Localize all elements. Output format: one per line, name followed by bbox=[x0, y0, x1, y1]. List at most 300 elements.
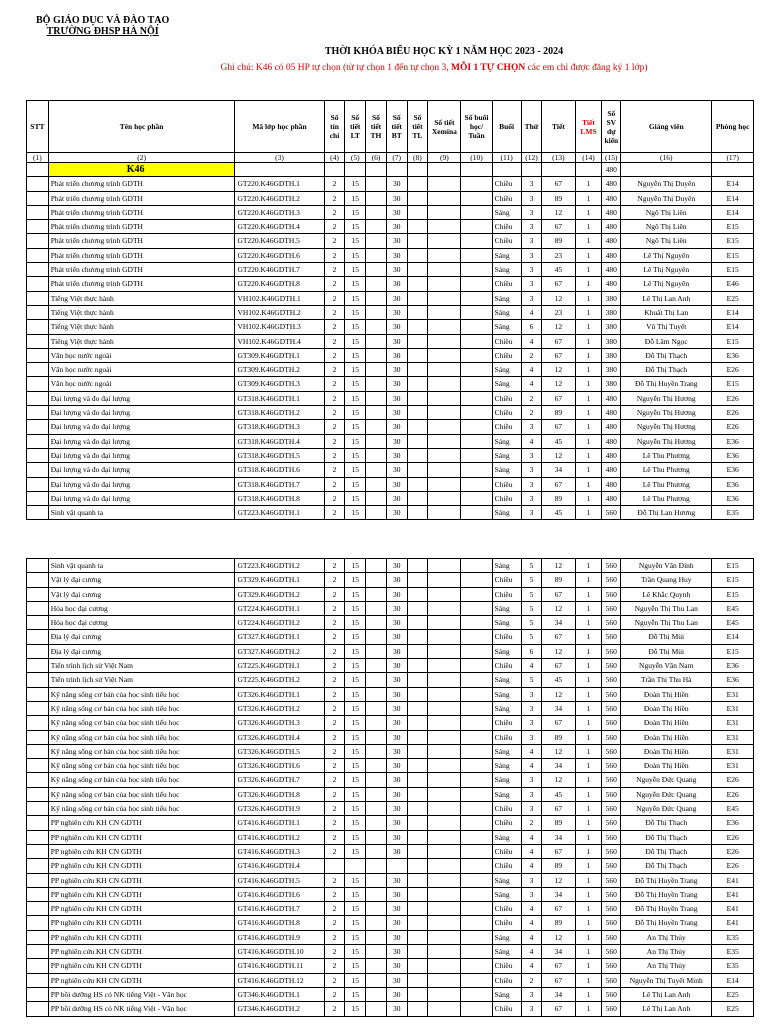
class-code-cell: GT326.K46GDTH.7 bbox=[235, 773, 324, 787]
lecturer-cell: Lê Thu Phương bbox=[621, 448, 712, 462]
bt-hours-cell: 30 bbox=[386, 263, 407, 277]
lecturer-cell: Trần Quang Huy bbox=[621, 573, 712, 587]
th-hours-cell bbox=[366, 320, 387, 334]
tl-hours-cell bbox=[407, 377, 428, 391]
lms-cell: 1 bbox=[575, 616, 602, 630]
sessions-cell bbox=[461, 802, 492, 816]
period-cell: 12 bbox=[542, 930, 575, 944]
course-name-cell: Địa lý đại cương bbox=[48, 644, 235, 658]
bt-hours-cell: 30 bbox=[386, 802, 407, 816]
tl-hours-cell bbox=[407, 916, 428, 930]
bt-hours-cell: 30 bbox=[386, 334, 407, 348]
session-cell: Chiều bbox=[492, 844, 521, 858]
credits-cell: 2 bbox=[324, 491, 345, 505]
bt-hours-cell: 30 bbox=[386, 887, 407, 901]
class-code-cell: GT309.K46GDTH.3 bbox=[235, 377, 324, 391]
student-count-cell: 560 bbox=[602, 630, 621, 644]
column-header: Số SV dự kiến bbox=[602, 101, 621, 153]
seminar-hours-cell bbox=[428, 601, 461, 615]
stt-cell bbox=[27, 363, 49, 377]
class-code-cell: GT223.K46GDTH.1 bbox=[235, 506, 324, 520]
room-cell: E25 bbox=[712, 291, 754, 305]
class-code-cell: GT225.K46GDTH.2 bbox=[235, 673, 324, 687]
credits-cell: 2 bbox=[324, 816, 345, 830]
class-code-cell: GT220.K46GDTH.5 bbox=[235, 234, 324, 248]
lecturer-cell: Đỗ Thị Huyền Trang bbox=[621, 377, 712, 391]
class-code-cell: GT220.K46GDTH.7 bbox=[235, 263, 324, 277]
sessions-cell bbox=[461, 506, 492, 520]
class-code-cell: GT318.K46GDTH.6 bbox=[235, 463, 324, 477]
seminar-hours-cell bbox=[428, 830, 461, 844]
sessions-cell bbox=[461, 587, 492, 601]
th-hours-cell bbox=[366, 491, 387, 505]
lecturer-cell: Đỗ Thị Thạch bbox=[621, 816, 712, 830]
room-cell: E15 bbox=[712, 587, 754, 601]
period-cell: 67 bbox=[542, 277, 575, 291]
stt-cell bbox=[27, 730, 49, 744]
th-hours-cell bbox=[366, 859, 387, 873]
bt-hours-cell: 30 bbox=[386, 448, 407, 462]
room-cell: E14 bbox=[712, 630, 754, 644]
seminar-hours-cell bbox=[428, 802, 461, 816]
lecturer-cell: Nguyễn Văn Đính bbox=[621, 559, 712, 573]
period-cell: 67 bbox=[542, 1002, 575, 1016]
lms-cell: 1 bbox=[575, 334, 602, 348]
period-cell: 67 bbox=[542, 587, 575, 601]
room-cell: E26 bbox=[712, 844, 754, 858]
period-cell: 67 bbox=[542, 659, 575, 673]
stt-cell bbox=[27, 348, 49, 362]
bt-hours-cell: 30 bbox=[386, 248, 407, 262]
period-cell: 89 bbox=[542, 859, 575, 873]
credits-cell: 2 bbox=[324, 973, 345, 987]
course-name-cell: Sinh vật quanh ta bbox=[48, 506, 235, 520]
column-header: Tiết LMS bbox=[575, 101, 602, 153]
sessions-cell bbox=[461, 348, 492, 362]
session-cell: Chiều bbox=[492, 191, 521, 205]
credits-cell: 2 bbox=[324, 406, 345, 420]
lecturer-cell: Nguyễn Đức Quang bbox=[621, 787, 712, 801]
student-count-cell: 560 bbox=[602, 616, 621, 630]
table-row bbox=[27, 802, 754, 816]
column-header: STT bbox=[27, 101, 49, 153]
seminar-hours-cell bbox=[428, 334, 461, 348]
lt-hours-cell: 15 bbox=[345, 916, 366, 930]
class-code-cell: GT416.K46GDTH.4 bbox=[235, 859, 324, 873]
room-cell: E41 bbox=[712, 916, 754, 930]
table-row bbox=[27, 959, 754, 973]
stt-cell bbox=[27, 463, 49, 477]
sessions-cell bbox=[461, 816, 492, 830]
lt-hours-cell: 15 bbox=[345, 391, 366, 405]
weekday-cell: 3 bbox=[521, 263, 542, 277]
seminar-hours-cell bbox=[428, 491, 461, 505]
lms-cell: 1 bbox=[575, 587, 602, 601]
room-cell: E36 bbox=[712, 463, 754, 477]
period-cell: 67 bbox=[542, 220, 575, 234]
credits-cell: 2 bbox=[324, 391, 345, 405]
sessions-cell bbox=[461, 673, 492, 687]
lt-hours-cell: 15 bbox=[345, 463, 366, 477]
sessions-cell bbox=[461, 902, 492, 916]
room-cell: E26 bbox=[712, 787, 754, 801]
room-cell: E15 bbox=[712, 559, 754, 573]
table-row bbox=[27, 945, 754, 959]
th-hours-cell bbox=[366, 673, 387, 687]
weekday-cell: 3 bbox=[521, 887, 542, 901]
tl-hours-cell bbox=[407, 363, 428, 377]
th-hours-cell bbox=[366, 759, 387, 773]
seminar-hours-cell bbox=[428, 730, 461, 744]
sessions-cell bbox=[461, 491, 492, 505]
table-row bbox=[27, 630, 754, 644]
course-name-cell: Vật lý đại cương bbox=[48, 587, 235, 601]
session-cell: Chiều bbox=[492, 816, 521, 830]
sessions-cell bbox=[461, 945, 492, 959]
weekday-cell: 6 bbox=[521, 644, 542, 658]
course-name-cell: PP nghiên cứu KH CN GDTH bbox=[48, 945, 235, 959]
class-code-cell: GT416.K46GDTH.10 bbox=[235, 945, 324, 959]
class-code-cell: GT326.K46GDTH.2 bbox=[235, 701, 324, 715]
sessions-cell bbox=[461, 973, 492, 987]
th-hours-cell bbox=[366, 477, 387, 491]
sessions-cell bbox=[461, 377, 492, 391]
credits-cell: 2 bbox=[324, 987, 345, 1001]
table-row bbox=[27, 448, 754, 462]
lecturer-cell: An Thị Thủy bbox=[621, 945, 712, 959]
course-name-cell: Phát triển chương trình GDTH bbox=[48, 234, 235, 248]
course-name-cell: PP nghiên cứu KH CN GDTH bbox=[48, 844, 235, 858]
lecturer-cell: Ngô Thị Liên bbox=[621, 234, 712, 248]
weekday-cell: 3 bbox=[521, 448, 542, 462]
period-cell: 45 bbox=[542, 434, 575, 448]
session-cell: Sáng bbox=[492, 930, 521, 944]
lt-hours-cell: 15 bbox=[345, 773, 366, 787]
bt-hours-cell: 30 bbox=[386, 1002, 407, 1016]
class-code-cell: GT327.K46GDTH.1 bbox=[235, 630, 324, 644]
student-count-cell: 560 bbox=[602, 601, 621, 615]
bt-hours-cell: 30 bbox=[386, 463, 407, 477]
bt-hours-cell: 30 bbox=[386, 816, 407, 830]
room-cell: E26 bbox=[712, 859, 754, 873]
session-cell: Chiều bbox=[492, 477, 521, 491]
seminar-hours-cell bbox=[428, 673, 461, 687]
university-name: TRƯỜNG ĐHSP HÀ NỘI bbox=[46, 26, 159, 37]
student-count-cell: 560 bbox=[602, 802, 621, 816]
room-cell: E35 bbox=[712, 506, 754, 520]
sessions-cell bbox=[461, 191, 492, 205]
lt-hours-cell: 15 bbox=[345, 248, 366, 262]
lecturer-cell: Đỗ Thị Thạch bbox=[621, 830, 712, 844]
student-count-cell: 380 bbox=[602, 320, 621, 334]
class-code-cell: GT318.K46GDTH.1 bbox=[235, 391, 324, 405]
student-count-cell: 480 bbox=[602, 420, 621, 434]
lecturer-cell: Nguyễn Thị Duyên bbox=[621, 191, 712, 205]
bt-hours-cell: 30 bbox=[386, 434, 407, 448]
bt-hours-cell: 30 bbox=[386, 644, 407, 658]
sessions-cell bbox=[461, 687, 492, 701]
student-count-cell: 560 bbox=[602, 959, 621, 973]
room-cell: E15 bbox=[712, 234, 754, 248]
course-name-cell: Tiếng Việt thực hành bbox=[48, 305, 235, 319]
room-cell: E46 bbox=[712, 277, 754, 291]
class-code-cell: GT326.K46GDTH.1 bbox=[235, 687, 324, 701]
student-count-cell: 560 bbox=[602, 873, 621, 887]
credits-cell: 2 bbox=[324, 916, 345, 930]
credits-cell: 2 bbox=[324, 716, 345, 730]
class-code-cell: GT416.K46GDTH.5 bbox=[235, 873, 324, 887]
lecturer-cell: Đỗ Thị Thạch bbox=[621, 859, 712, 873]
lecturer-cell: Lê Thị Nguyên bbox=[621, 277, 712, 291]
period-cell: 89 bbox=[542, 730, 575, 744]
student-count-cell: 560 bbox=[602, 730, 621, 744]
weekday-cell: 3 bbox=[521, 177, 542, 191]
class-code-cell: GT318.K46GDTH.5 bbox=[235, 448, 324, 462]
credits-cell: 2 bbox=[324, 673, 345, 687]
sessions-cell bbox=[461, 291, 492, 305]
session-cell: Sáng bbox=[492, 873, 521, 887]
student-count-cell: 560 bbox=[602, 859, 621, 873]
room-cell: E14 bbox=[712, 191, 754, 205]
stt-cell bbox=[27, 1002, 49, 1016]
lecturer-cell: Nguyễn Thị Thu Lan bbox=[621, 601, 712, 615]
sessions-cell bbox=[461, 177, 492, 191]
weekday-cell: 4 bbox=[521, 377, 542, 391]
lms-cell: 1 bbox=[575, 491, 602, 505]
lecturer-cell: Đoàn Thị Hiền bbox=[621, 730, 712, 744]
lt-hours-cell: 15 bbox=[345, 477, 366, 491]
stt-cell bbox=[27, 220, 49, 234]
tl-hours-cell bbox=[407, 320, 428, 334]
th-hours-cell bbox=[366, 391, 387, 405]
th-hours-cell bbox=[366, 701, 387, 715]
stt-cell bbox=[27, 391, 49, 405]
seminar-hours-cell bbox=[428, 363, 461, 377]
column-header: Tiết bbox=[542, 101, 575, 153]
table-row bbox=[27, 687, 754, 701]
student-count-cell: 480 bbox=[602, 463, 621, 477]
lms-cell: 1 bbox=[575, 205, 602, 219]
tl-hours-cell bbox=[407, 448, 428, 462]
course-name-cell: PP bồi dưỡng HS có NK tiếng Việt - Văn học bbox=[48, 987, 235, 1001]
class-code-cell: GT326.K46GDTH.6 bbox=[235, 759, 324, 773]
student-count-cell: 560 bbox=[602, 887, 621, 901]
sessions-cell bbox=[461, 391, 492, 405]
bt-hours-cell: 30 bbox=[386, 573, 407, 587]
bt-hours-cell: 30 bbox=[386, 506, 407, 520]
period-cell: 12 bbox=[542, 687, 575, 701]
column-header: Giảng viên bbox=[621, 101, 712, 153]
period-cell: 12 bbox=[542, 291, 575, 305]
lt-hours-cell: 15 bbox=[345, 887, 366, 901]
lms-cell: 1 bbox=[575, 701, 602, 715]
session-cell: Chiều bbox=[492, 177, 521, 191]
column-header: Số tiết Xemina bbox=[428, 101, 461, 153]
lecturer-cell: Đoàn Thị Hiền bbox=[621, 687, 712, 701]
stt-cell bbox=[27, 701, 49, 715]
tl-hours-cell bbox=[407, 987, 428, 1001]
table-row bbox=[27, 220, 754, 234]
course-name-cell: Kỹ năng sống cơ bản của học sinh tiểu học bbox=[48, 744, 235, 758]
student-count-cell: 560 bbox=[602, 506, 621, 520]
room-cell: E36 bbox=[712, 434, 754, 448]
organization-header bbox=[36, 15, 169, 37]
lt-hours-cell: 15 bbox=[345, 291, 366, 305]
lms-cell: 1 bbox=[575, 1002, 602, 1016]
table-row bbox=[27, 573, 754, 587]
course-name-cell: Kỹ năng sống cơ bản của học sinh tiểu học bbox=[48, 716, 235, 730]
th-hours-cell bbox=[366, 234, 387, 248]
session-cell: Chiều bbox=[492, 348, 521, 362]
period-cell: 45 bbox=[542, 263, 575, 277]
sessions-cell bbox=[461, 234, 492, 248]
stt-cell bbox=[27, 816, 49, 830]
lecturer-cell: Ngô Thị Liên bbox=[621, 220, 712, 234]
seminar-hours-cell bbox=[428, 787, 461, 801]
weekday-cell: 2 bbox=[521, 973, 542, 987]
lecturer-cell: An Thị Thủy bbox=[621, 930, 712, 944]
stt-cell bbox=[27, 334, 49, 348]
seminar-hours-cell bbox=[428, 816, 461, 830]
session-cell: Chiều bbox=[492, 802, 521, 816]
th-hours-cell bbox=[366, 802, 387, 816]
lecturer-cell: Đỗ Thị Huyền Trang bbox=[621, 887, 712, 901]
student-count-cell: 480 bbox=[602, 263, 621, 277]
lt-hours-cell: 15 bbox=[345, 277, 366, 291]
credits-cell: 2 bbox=[324, 434, 345, 448]
table-row bbox=[27, 873, 754, 887]
credits-cell: 2 bbox=[324, 463, 345, 477]
th-hours-cell bbox=[366, 930, 387, 944]
student-count-cell: 560 bbox=[602, 744, 621, 758]
column-index: (10) bbox=[461, 153, 492, 163]
tl-hours-cell bbox=[407, 644, 428, 658]
lms-cell: 1 bbox=[575, 377, 602, 391]
lt-hours-cell: 15 bbox=[345, 816, 366, 830]
session-cell: Chiều bbox=[492, 916, 521, 930]
lms-cell: 1 bbox=[575, 744, 602, 758]
tl-hours-cell bbox=[407, 802, 428, 816]
student-count-cell: 380 bbox=[602, 291, 621, 305]
bt-hours-cell bbox=[386, 859, 407, 873]
course-name-cell: Tiếng Việt thực hành bbox=[48, 320, 235, 334]
bt-hours-cell: 30 bbox=[386, 420, 407, 434]
session-cell: Sáng bbox=[492, 305, 521, 319]
lt-hours-cell: 15 bbox=[345, 573, 366, 587]
session-cell: Chiều bbox=[492, 334, 521, 348]
sessions-cell bbox=[461, 759, 492, 773]
course-name-cell: Kỹ năng sống cơ bản của học sinh tiểu học bbox=[48, 687, 235, 701]
weekday-cell: 3 bbox=[521, 987, 542, 1001]
period-cell: 67 bbox=[542, 477, 575, 491]
sessions-cell bbox=[461, 248, 492, 262]
class-code-cell: GT318.K46GDTH.8 bbox=[235, 491, 324, 505]
room-cell: E36 bbox=[712, 659, 754, 673]
tl-hours-cell bbox=[407, 191, 428, 205]
lms-cell: 1 bbox=[575, 559, 602, 573]
column-index: (2) bbox=[48, 153, 235, 163]
seminar-hours-cell bbox=[428, 263, 461, 277]
period-cell: 23 bbox=[542, 248, 575, 262]
tl-hours-cell bbox=[407, 744, 428, 758]
table-row bbox=[27, 177, 754, 191]
sessions-cell bbox=[461, 601, 492, 615]
class-code-cell: GT224.K46GDTH.2 bbox=[235, 616, 324, 630]
credits-cell: 2 bbox=[324, 659, 345, 673]
th-hours-cell bbox=[366, 191, 387, 205]
room-cell: E41 bbox=[712, 887, 754, 901]
table-row bbox=[27, 902, 754, 916]
stt-cell bbox=[27, 601, 49, 615]
class-code-cell: GT309.K46GDTH.1 bbox=[235, 348, 324, 362]
weekday-cell: 3 bbox=[521, 716, 542, 730]
credits-cell: 2 bbox=[324, 420, 345, 434]
seminar-hours-cell bbox=[428, 930, 461, 944]
column-header: Số tiết LT bbox=[345, 101, 366, 153]
lecturer-cell: Lê Thị Lan Anh bbox=[621, 291, 712, 305]
bt-hours-cell: 30 bbox=[386, 277, 407, 291]
period-cell: 89 bbox=[542, 491, 575, 505]
lms-cell: 1 bbox=[575, 916, 602, 930]
student-count-cell: 480 bbox=[602, 448, 621, 462]
lms-cell: 1 bbox=[575, 873, 602, 887]
credits-cell: 2 bbox=[324, 930, 345, 944]
sessions-cell bbox=[461, 744, 492, 758]
class-code-cell: GT220.K46GDTH.1 bbox=[235, 177, 324, 191]
lecturer-cell: Nguyễn Đức Quang bbox=[621, 802, 712, 816]
credits-cell: 2 bbox=[324, 205, 345, 219]
period-cell: 89 bbox=[542, 816, 575, 830]
weekday-cell: 3 bbox=[521, 873, 542, 887]
lt-hours-cell: 15 bbox=[345, 930, 366, 944]
tl-hours-cell bbox=[407, 248, 428, 262]
class-code-cell: GT329.K46GDTH.2 bbox=[235, 587, 324, 601]
seminar-hours-cell bbox=[428, 902, 461, 916]
table-row bbox=[27, 987, 754, 1001]
lt-hours-cell: 15 bbox=[345, 363, 366, 377]
session-cell: Sáng bbox=[492, 830, 521, 844]
tl-hours-cell bbox=[407, 844, 428, 858]
tl-hours-cell bbox=[407, 945, 428, 959]
lms-cell: 1 bbox=[575, 573, 602, 587]
class-code-cell: GT318.K46GDTH.2 bbox=[235, 406, 324, 420]
table-row bbox=[27, 973, 754, 987]
stt-cell bbox=[27, 377, 49, 391]
period-cell: 34 bbox=[542, 987, 575, 1001]
stt-cell bbox=[27, 587, 49, 601]
session-cell: Sáng bbox=[492, 644, 521, 658]
lms-cell: 1 bbox=[575, 816, 602, 830]
period-cell: 34 bbox=[542, 887, 575, 901]
seminar-hours-cell bbox=[428, 305, 461, 319]
session-cell: Sáng bbox=[492, 701, 521, 715]
class-code-cell: GT220.K46GDTH.3 bbox=[235, 205, 324, 219]
bt-hours-cell: 30 bbox=[386, 616, 407, 630]
sessions-cell bbox=[461, 844, 492, 858]
bt-hours-cell: 30 bbox=[386, 773, 407, 787]
stt-cell bbox=[27, 773, 49, 787]
student-count-cell: 560 bbox=[602, 973, 621, 987]
table-row bbox=[27, 559, 754, 573]
student-count-cell: 380 bbox=[602, 348, 621, 362]
sessions-cell bbox=[461, 220, 492, 234]
seminar-hours-cell bbox=[428, 744, 461, 758]
bt-hours-cell: 30 bbox=[386, 391, 407, 405]
lecturer-cell: Lê Thị Nguyên bbox=[621, 248, 712, 262]
lms-cell: 1 bbox=[575, 291, 602, 305]
class-code-cell: GT220.K46GDTH.2 bbox=[235, 191, 324, 205]
lms-cell: 1 bbox=[575, 659, 602, 673]
